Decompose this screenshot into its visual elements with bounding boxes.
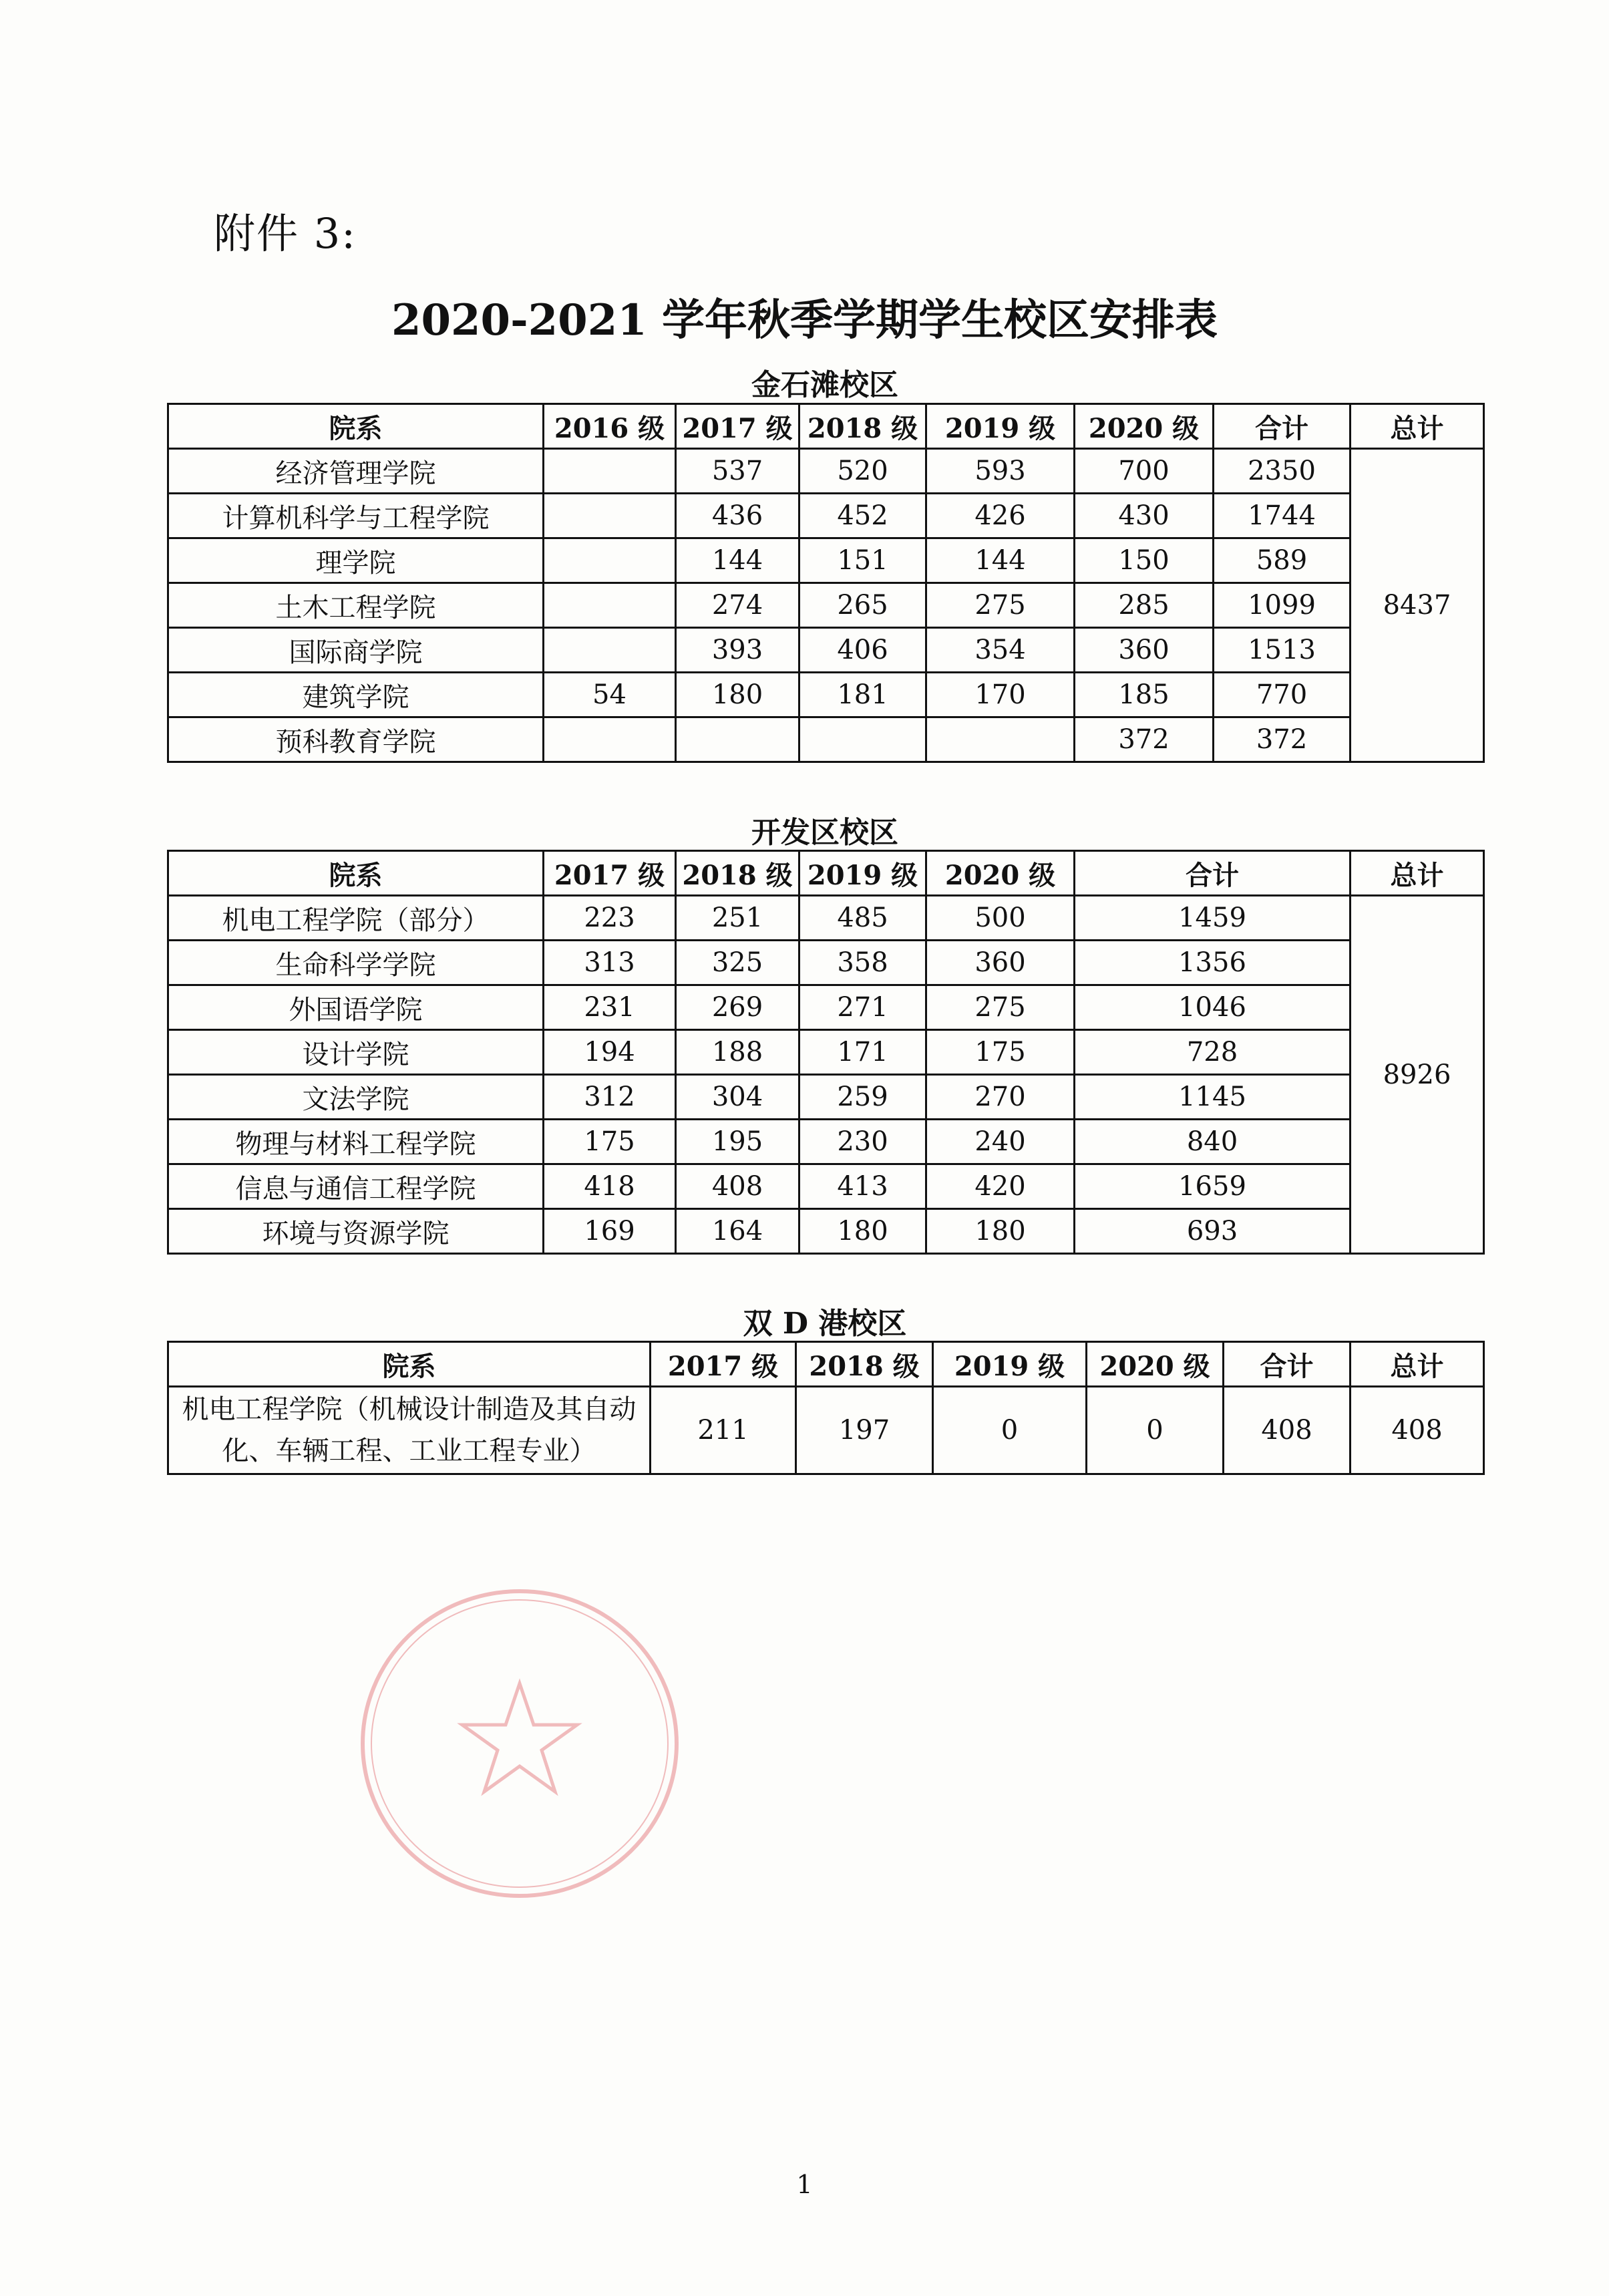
header-cell: 2020 级 (1075, 404, 1214, 449)
attachment-label: 附件 3: (214, 209, 357, 258)
value-cell: 169 (544, 1209, 676, 1254)
value-cell: 430 (1075, 494, 1214, 538)
table-row (168, 896, 1484, 941)
sum-cell: 1145 (1075, 1075, 1351, 1120)
sum-cell: 1046 (1075, 985, 1351, 1030)
value-cell: 150 (1075, 538, 1214, 583)
value-cell: 285 (1075, 583, 1214, 628)
value-cell (544, 449, 676, 494)
value-cell: 175 (926, 1030, 1075, 1075)
value-cell: 144 (926, 538, 1075, 583)
value-cell: 313 (544, 941, 676, 985)
table-row (168, 941, 1484, 985)
header-cell: 2017 级 (676, 404, 799, 449)
value-cell: 271 (799, 985, 926, 1030)
value-cell (926, 717, 1075, 762)
dept-cell: 国际商学院 (168, 628, 544, 673)
total-cell: 8437 (1351, 449, 1484, 762)
table-row (168, 1209, 1484, 1254)
header-cell: 2019 级 (933, 1342, 1087, 1387)
value-cell: 393 (676, 628, 799, 673)
sum-cell: 1659 (1075, 1164, 1351, 1209)
header-cell: 2020 级 (926, 851, 1075, 896)
value-cell: 485 (799, 896, 926, 941)
dept-cell: 计算机科学与工程学院 (168, 494, 544, 538)
header-cell: 总计 (1351, 1342, 1484, 1387)
value-cell (544, 583, 676, 628)
value-cell: 164 (676, 1209, 799, 1254)
value-cell (799, 717, 926, 762)
dept-cell: 机电工程学院（部分） (168, 896, 544, 941)
table-header-row (168, 1342, 1484, 1387)
value-cell: 195 (676, 1120, 799, 1164)
header-cell: 2019 级 (799, 851, 926, 896)
value-cell: 418 (544, 1164, 676, 1209)
header-cell: 2018 级 (799, 404, 926, 449)
sum-cell: 1356 (1075, 941, 1351, 985)
header-cell: 2018 级 (796, 1342, 933, 1387)
value-cell: 151 (799, 538, 926, 583)
sum-cell: 2350 (1214, 449, 1351, 494)
dept-cell: 建筑学院 (168, 673, 544, 717)
table-header-row (168, 851, 1484, 896)
table-row (168, 449, 1484, 494)
value-cell: 413 (799, 1164, 926, 1209)
header-cell: 2019 级 (926, 404, 1075, 449)
table-row (168, 985, 1484, 1030)
sum-cell: 770 (1214, 673, 1351, 717)
value-cell: 275 (926, 583, 1075, 628)
value-cell: 700 (1075, 449, 1214, 494)
value-cell: 360 (926, 941, 1075, 985)
official-seal-icon (353, 1583, 687, 1904)
value-cell: 593 (926, 449, 1075, 494)
dept-cell: 机电工程学院（机械设计制造及其自动化、车辆工程、工业工程专业） (168, 1387, 651, 1474)
value-cell: 500 (926, 896, 1075, 941)
value-cell: 325 (676, 941, 799, 985)
value-cell: 269 (676, 985, 799, 1030)
campus-title-kaifaqu: 开发区校区 (751, 816, 898, 850)
value-cell: 170 (926, 673, 1075, 717)
header-cell: 合计 (1214, 404, 1351, 449)
table-row (168, 1387, 1484, 1474)
header-cell: 2018 级 (676, 851, 799, 896)
total-cell: 408 (1351, 1387, 1484, 1474)
page-title: 2020-2021 学年秋季学期学生校区安排表 (391, 295, 1218, 345)
sum-cell: 1513 (1214, 628, 1351, 673)
table-kaifaqu (167, 850, 1485, 1255)
value-cell (544, 494, 676, 538)
dept-cell: 理学院 (168, 538, 544, 583)
sum-cell: 372 (1214, 717, 1351, 762)
value-cell: 171 (799, 1030, 926, 1075)
table-row (168, 1120, 1484, 1164)
table-row (168, 628, 1484, 673)
value-cell: 240 (926, 1120, 1075, 1164)
dept-cell: 环境与资源学院 (168, 1209, 544, 1254)
dept-cell: 预科教育学院 (168, 717, 544, 762)
sum-cell: 728 (1075, 1030, 1351, 1075)
header-cell: 院系 (168, 404, 544, 449)
header-cell: 2016 级 (544, 404, 676, 449)
table-header-row (168, 404, 1484, 449)
value-cell: 420 (926, 1164, 1075, 1209)
table-jinshitan (167, 403, 1485, 763)
value-cell: 194 (544, 1030, 676, 1075)
value-cell: 537 (676, 449, 799, 494)
value-cell: 211 (651, 1387, 796, 1474)
value-cell: 520 (799, 449, 926, 494)
value-cell: 304 (676, 1075, 799, 1120)
header-cell: 院系 (168, 851, 544, 896)
value-cell: 354 (926, 628, 1075, 673)
page-number: 1 (796, 2170, 813, 2199)
value-cell: 180 (676, 673, 799, 717)
value-cell: 230 (799, 1120, 926, 1164)
value-cell: 275 (926, 985, 1075, 1030)
value-cell (544, 717, 676, 762)
value-cell: 408 (676, 1164, 799, 1209)
dept-cell: 生命科学学院 (168, 941, 544, 985)
dept-cell: 设计学院 (168, 1030, 544, 1075)
value-cell: 452 (799, 494, 926, 538)
value-cell: 175 (544, 1120, 676, 1164)
sum-cell: 1744 (1214, 494, 1351, 538)
value-cell: 231 (544, 985, 676, 1030)
table-row (168, 583, 1484, 628)
campus-title-jinshitan: 金石滩校区 (751, 368, 898, 402)
value-cell: 358 (799, 941, 926, 985)
value-cell: 223 (544, 896, 676, 941)
table-row (168, 1164, 1484, 1209)
value-cell: 372 (1075, 717, 1214, 762)
value-cell (676, 717, 799, 762)
header-cell: 总计 (1351, 404, 1484, 449)
header-cell: 合计 (1224, 1342, 1351, 1387)
value-cell: 180 (799, 1209, 926, 1254)
table-row (168, 494, 1484, 538)
header-cell: 总计 (1351, 851, 1484, 896)
value-cell: 270 (926, 1075, 1075, 1120)
value-cell (544, 628, 676, 673)
header-cell: 2017 级 (544, 851, 676, 896)
header-cell: 2020 级 (1087, 1342, 1224, 1387)
sum-cell: 693 (1075, 1209, 1351, 1254)
value-cell: 0 (1087, 1387, 1224, 1474)
table-row (168, 717, 1484, 762)
table-shuangdgang (167, 1341, 1485, 1475)
dept-cell: 信息与通信工程学院 (168, 1164, 544, 1209)
header-cell: 院系 (168, 1342, 651, 1387)
campus-title-shuangdgang: 双 D 港校区 (743, 1307, 907, 1341)
table-row (168, 1030, 1484, 1075)
value-cell (544, 538, 676, 583)
header-cell: 合计 (1075, 851, 1351, 896)
value-cell: 406 (799, 628, 926, 673)
value-cell: 259 (799, 1075, 926, 1120)
value-cell: 144 (676, 538, 799, 583)
dept-cell: 文法学院 (168, 1075, 544, 1120)
sum-cell: 1459 (1075, 896, 1351, 941)
sum-cell: 840 (1075, 1120, 1351, 1164)
sum-cell: 1099 (1214, 583, 1351, 628)
total-cell: 8926 (1351, 896, 1484, 1254)
value-cell: 181 (799, 673, 926, 717)
table-row (168, 1075, 1484, 1120)
value-cell: 188 (676, 1030, 799, 1075)
value-cell: 265 (799, 583, 926, 628)
value-cell: 180 (926, 1209, 1075, 1254)
dept-cell: 外国语学院 (168, 985, 544, 1030)
value-cell: 360 (1075, 628, 1214, 673)
sum-cell: 589 (1214, 538, 1351, 583)
value-cell: 274 (676, 583, 799, 628)
sum-cell: 408 (1224, 1387, 1351, 1474)
value-cell: 54 (544, 673, 676, 717)
dept-cell: 物理与材料工程学院 (168, 1120, 544, 1164)
value-cell: 312 (544, 1075, 676, 1120)
value-cell: 185 (1075, 673, 1214, 717)
dept-cell: 经济管理学院 (168, 449, 544, 494)
table-row (168, 538, 1484, 583)
value-cell: 436 (676, 494, 799, 538)
value-cell: 197 (796, 1387, 933, 1474)
table-row (168, 673, 1484, 717)
value-cell: 426 (926, 494, 1075, 538)
header-cell: 2017 级 (651, 1342, 796, 1387)
value-cell: 0 (933, 1387, 1087, 1474)
value-cell: 251 (676, 896, 799, 941)
dept-cell: 土木工程学院 (168, 583, 544, 628)
